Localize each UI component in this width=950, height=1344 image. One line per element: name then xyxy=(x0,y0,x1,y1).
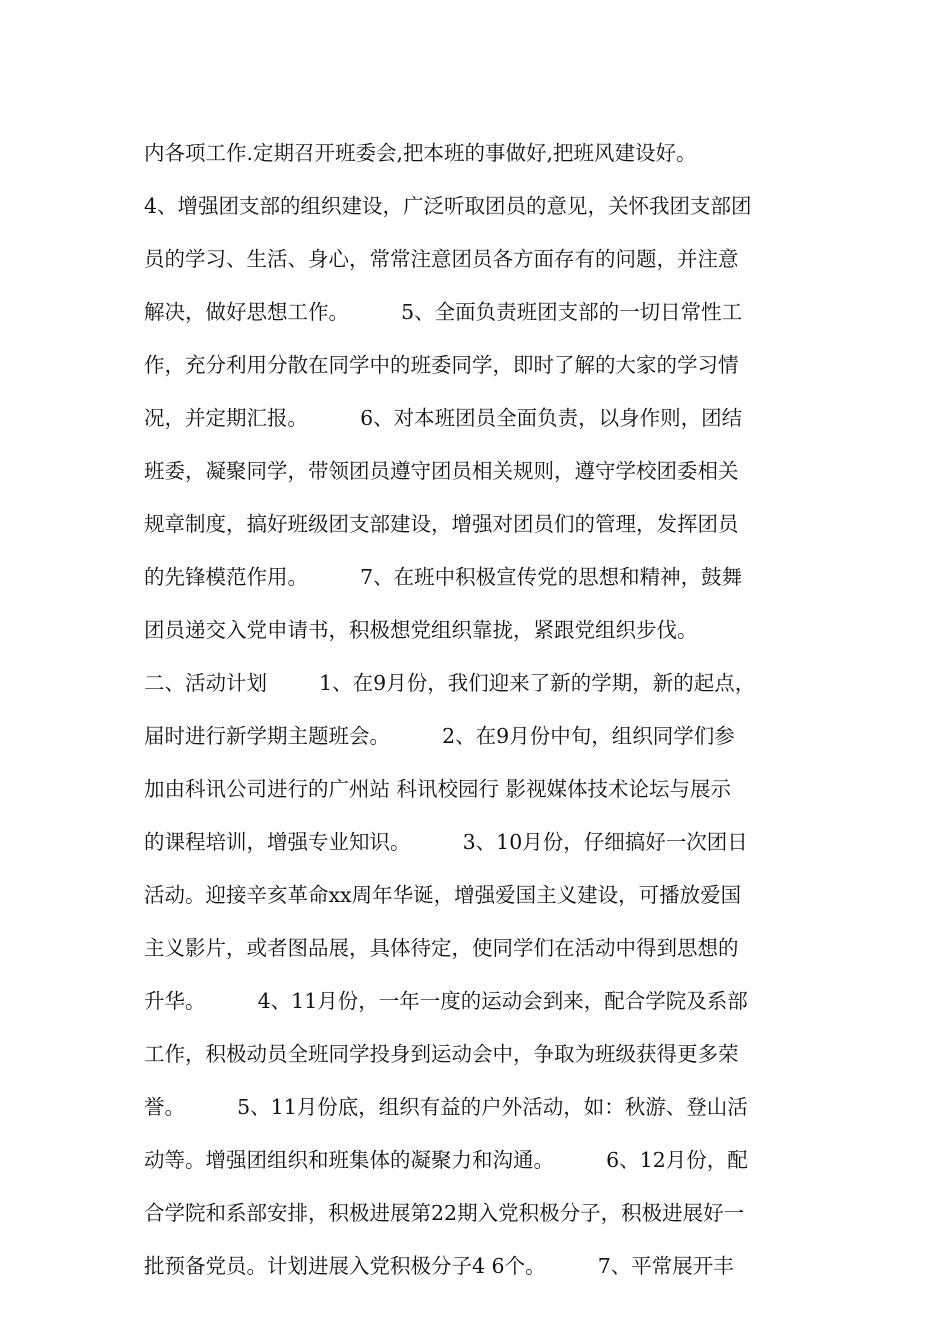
text-line: 内各项工作.定期召开班委会,把本班的事做好,把班风建设好。 xyxy=(144,141,697,165)
text-line: 加由科讯公司进行的广州站 科讯校园行 影视媒体技术论坛与展示 xyxy=(144,777,732,801)
text-line: 动等。增强团组织和班集体的凝聚力和沟通。 6、12月份，配 xyxy=(144,1148,748,1172)
text-line: 规章制度，搞好班级团支部建设，增强对团员们的管理，发挥团员 xyxy=(144,512,739,536)
body-text xyxy=(144,127,824,1293)
text-line: 誉。 5、11月份底，组织有益的户外活动，如：秋游、登山活 xyxy=(144,1095,748,1119)
text-line: 批预备党员。计划进展入党积极分子4 6个。 7、平常展开丰 xyxy=(144,1254,734,1278)
text-line: 况，并定期汇报。 6、对本班团员全面负责，以身作则，团结 xyxy=(144,406,743,430)
text-line: 团员递交入党申请书，积极想党组织靠拢，紧跟党组织步伐。 xyxy=(144,618,698,642)
text-line: 工作，积极动员全班同学投身到运动会中，争取为班级获得更多荣 xyxy=(144,1042,739,1066)
text-line: 合学院和系部安排，积极进展第22期入党积极分子，积极进展好一 xyxy=(144,1201,745,1225)
text-line: 升华。 4、11月份，一年一度的运动会到来，配合学院及系部 xyxy=(144,989,748,1013)
text-line: 的先锋模范作用。 7、在班中积极宣传党的思想和精神，鼓舞 xyxy=(144,565,743,589)
text-line: 解决，做好思想工作。 5、全面负责班团支部的一切日常性工 xyxy=(144,300,743,324)
text-line: 的课程培训，增强专业知识。 3、10月份，仔细搞好一次团日 xyxy=(144,830,748,854)
text-line: 4、增强团支部的组织建设，广泛听取团员的意见，关怀我团支部团 xyxy=(144,194,752,218)
text-line: 活动。迎接辛亥革命xx周年华诞，增强爱国主义建设，可播放爱国 xyxy=(144,883,742,907)
text-line: 届时进行新学期主题班会。 2、在9月份中旬，组织同学们参 xyxy=(144,724,735,748)
text-line: 作，充分利用分散在同学中的班委同学，即时了解的大家的学习情 xyxy=(144,353,739,377)
text-line: 主义影片，或者图品展，具体待定，使同学们在活动中得到思想的 xyxy=(144,936,739,960)
text-line: 二、活动计划 1、在9月份，我们迎来了新的学期，新的起点， xyxy=(144,671,756,695)
text-line: 班委，凝聚同学，带领团员遵守团员相关规则，遵守学校团委相关 xyxy=(144,459,739,483)
text-line: 员的学习、生活、身心，常常注意团员各方面存有的问题，并注意 xyxy=(144,247,739,271)
